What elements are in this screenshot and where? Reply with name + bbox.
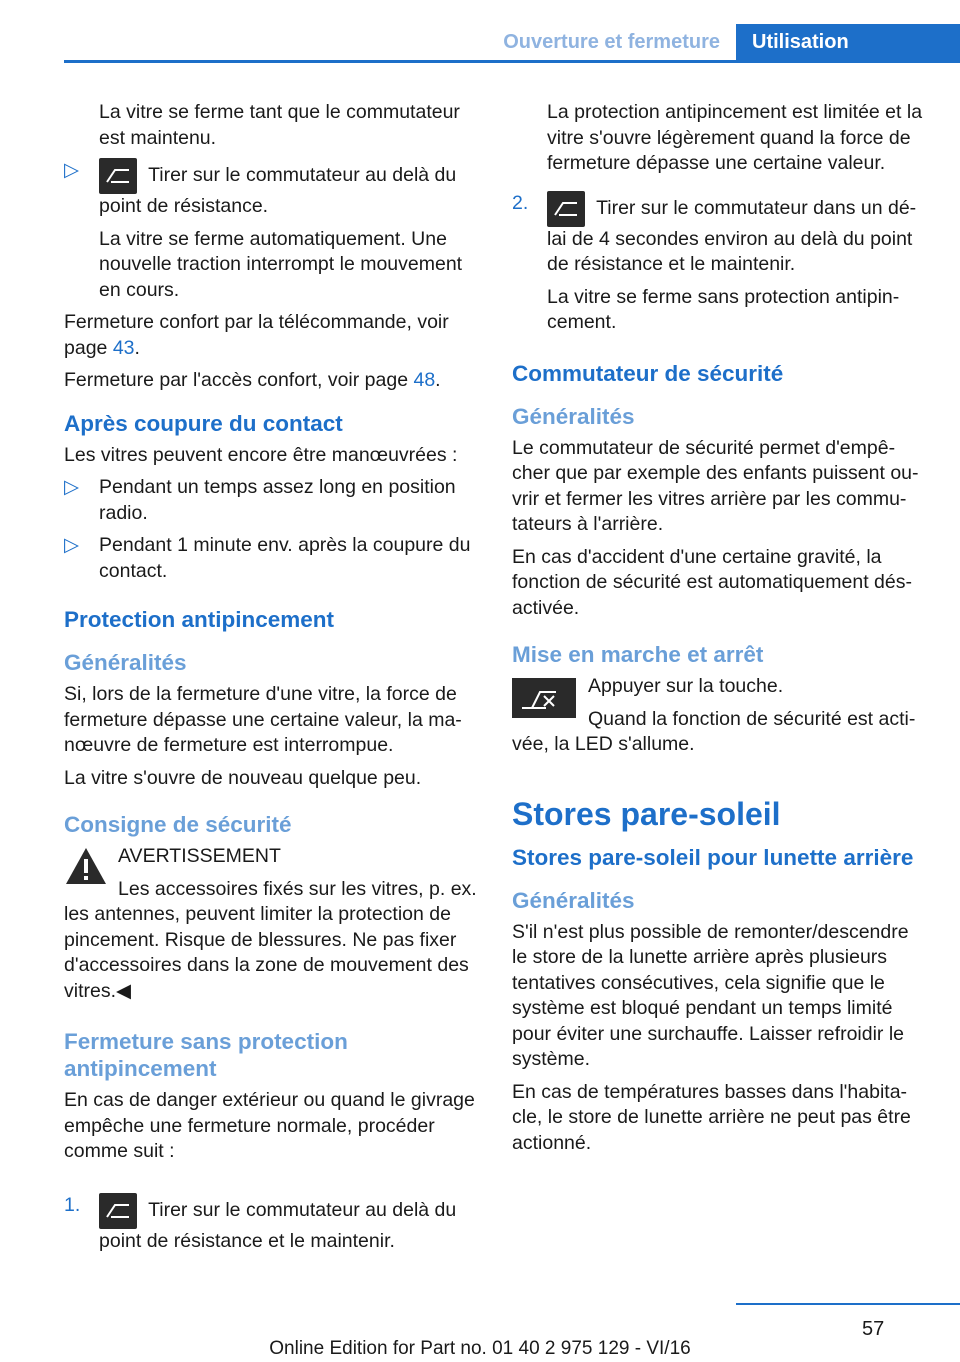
list-item-text: Pendant un temps assez long en position radio. xyxy=(99,476,456,524)
window-switch-icon xyxy=(99,158,137,194)
step-text: Tirer sur le commutateur dans un dé-lai de 4 secondes environ au delà du point de résistance et le maintenir. xyxy=(547,196,917,275)
subsection-heading: Généralités xyxy=(512,887,635,913)
right-column xyxy=(512,100,928,1163)
bullet-marker: ▷ xyxy=(64,476,79,498)
page-number: 57 xyxy=(862,1318,885,1340)
paragraph: En cas de températures basses dans l'habita-cle, le store de lunette arrière ne peut pas être actionné. xyxy=(512,1080,911,1154)
list-item xyxy=(64,475,480,526)
section-heading: Protection antipincement xyxy=(64,607,335,632)
section-heading: Commutateur de sécurité xyxy=(512,360,784,386)
paragraph: Appuyer sur la touche. xyxy=(588,675,784,697)
subsection-heading: Fermeture sans protection antipincement xyxy=(64,1029,348,1081)
paragraph: En cas d'accident d'une certaine gravité, la fonction de sécurité est automatiquement dés-activée. xyxy=(512,545,912,619)
subsection-heading: Mise en marche et arrêt xyxy=(512,642,764,667)
step-text: Tirer sur le commutateur au delà du point de résistance et le maintenir. xyxy=(99,1198,457,1252)
step-item xyxy=(64,1193,480,1255)
list-item xyxy=(64,158,480,220)
footer-rule xyxy=(736,1303,960,1305)
left-column xyxy=(64,100,480,1261)
list-item xyxy=(64,533,480,584)
paragraph: Le commutateur de sécurité permet d'empê-cher que par exemple des enfants puissent ou-vrir et fermer les vitres arrière par les commu-tateurs à l'arrière. xyxy=(512,436,919,535)
paragraph: La vitre se ferme tant que le commutateur est maintenu. xyxy=(99,101,460,149)
bullet-marker: ▷ xyxy=(64,159,79,181)
paragraph: La vitre s'ouvre de nouveau quelque peu. xyxy=(64,766,422,789)
bullet-marker: ▷ xyxy=(64,534,79,556)
step-number: 2. xyxy=(512,191,529,214)
paragraph: Fermeture confort par la télécommande, voir page 43. xyxy=(64,311,449,359)
paragraph: La vitre se ferme sans protection antipin-cement. xyxy=(547,285,900,333)
list-item-text: Tirer sur le commutateur au delà du point de résistance. xyxy=(99,164,457,217)
footer-edition: Online Edition for Part no. 01 40 2 975 129 - VI/16 xyxy=(269,1338,691,1359)
header-rule xyxy=(64,60,960,63)
step-item xyxy=(512,191,928,278)
subsection-heading: Consigne de sécurité xyxy=(64,812,292,837)
safety-switch-block xyxy=(512,674,928,758)
subsection-heading: Généralités xyxy=(512,403,635,429)
section-heading: Stores pare-soleil pour lunette arrière xyxy=(512,844,914,870)
paragraph: En cas de danger extérieur ou quand le givrage empêche une fermeture normale, procéder comme suit : xyxy=(64,1089,475,1162)
header-chapter-tab: Utilisation xyxy=(736,24,960,60)
subsection-heading: Généralités xyxy=(64,650,187,675)
header-section-label: Ouverture et fermeture xyxy=(503,31,720,53)
paragraph: S'il n'est plus possible de remonter/descendre le store de la lunette arrière après plusieurs tentatives consécutives, cela signifie que le système est bloqué pendant un temps limité pour éviter une surchauffe. Laisser refroidir le système. xyxy=(512,920,909,1070)
paragraph: Si, lors de la fermeture d'une vitre, la force de fermeture dépasse une certaine valeur, la ma-nœuvre de fermeture est interrompue. xyxy=(64,683,462,756)
chapter-heading: Stores pare-soleil xyxy=(512,795,781,832)
page-link[interactable]: 43 xyxy=(112,336,135,359)
paragraph: Fermeture par l'accès confort, voir page 48. xyxy=(64,369,441,391)
warning-block xyxy=(64,844,480,1004)
paragraph: La vitre se ferme automatiquement. Une nouvelle traction interrompt le mouvement en cours. xyxy=(99,227,463,301)
warning-triangle-icon xyxy=(64,846,108,886)
warning-text: Les accessoires fixés sur les vitres, p. ex. les antennes, peuvent limiter la protection de pincement. Risque de blessures. Ne pas fixer d'accessoires dans la zone de mouvement des vitres.◀ xyxy=(64,877,477,1002)
window-switch-icon xyxy=(99,1193,137,1229)
warning-title: AVERTISSEMENT xyxy=(118,845,281,867)
safety-switch-icon xyxy=(512,678,576,718)
list-item-text: Pendant 1 minute env. après la coupure du contact. xyxy=(99,534,471,582)
paragraph: Quand la fonction de sécurité est acti-vée, la LED s'allume. xyxy=(512,707,916,755)
paragraph: La protection antipincement est limitée et la vitre s'ouvre légèrement quand la force de fermeture dépasse une certaine valeur. xyxy=(547,101,923,174)
page-link[interactable]: 48 xyxy=(413,369,436,391)
section-heading: Après coupure du contact xyxy=(64,410,343,436)
paragraph: Les vitres peuvent encore être manœuvrées : xyxy=(64,443,458,466)
window-switch-icon xyxy=(547,191,585,227)
step-number: 1. xyxy=(64,1193,81,1216)
